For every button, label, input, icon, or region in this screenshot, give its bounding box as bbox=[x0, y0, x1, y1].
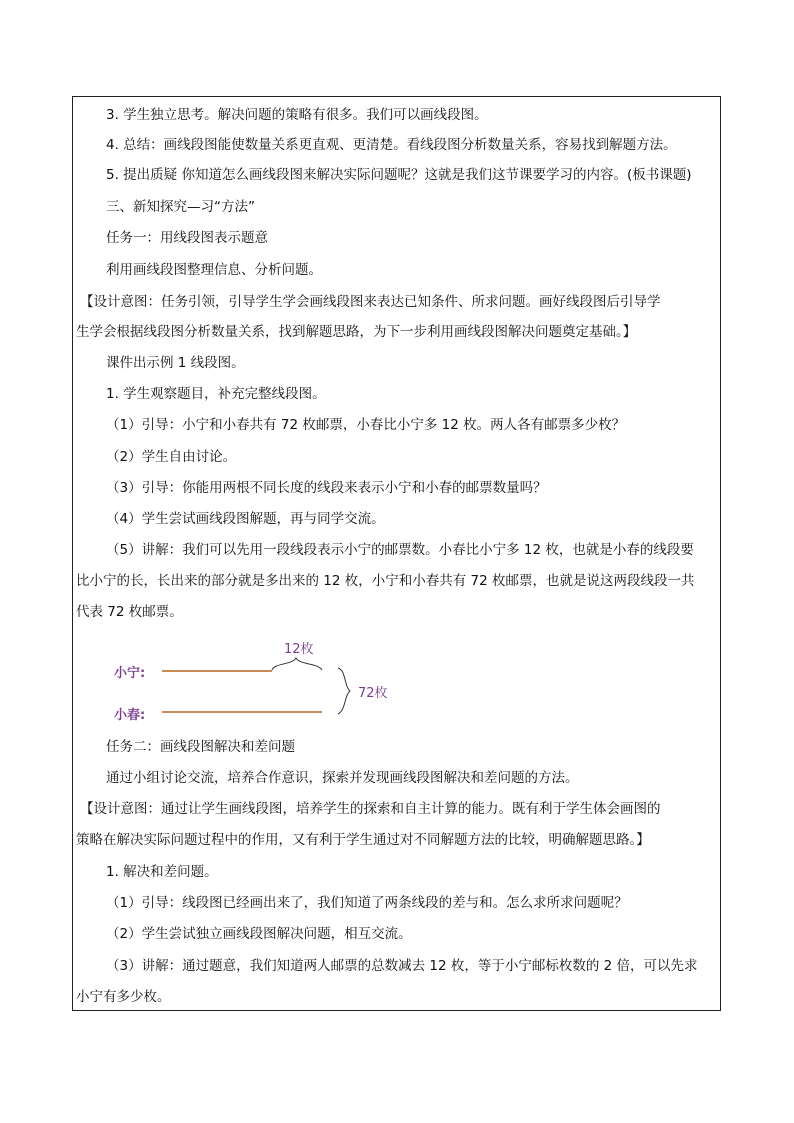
text-line: 比小宁的长，长出来的部分就是多出来的 12 枚，小宁和小春共有 72 枚邮票，也就是说这两段线段一共 bbox=[76, 573, 695, 589]
text-line: （5）讲解：我们可以先用一段线段表示小宁的邮票数。小春比小宁多 12 枚，也就是小春的线段要 bbox=[106, 542, 694, 558]
text-line: 策略在解决实际问题过程中的作用，又有利于学生通过对不同解题方法的比较，明确解题思路。】 bbox=[76, 832, 650, 848]
text-line: （4）学生尝试画线段图解题，再与同学交流。 bbox=[106, 511, 385, 527]
total-label: 72枚 bbox=[358, 686, 388, 701]
text-line: 利用画线段图整理信息、分析问题。 bbox=[106, 262, 322, 278]
label-xiaochun: 小春: bbox=[114, 708, 146, 723]
label-xiaoning: 小宁: bbox=[114, 666, 146, 681]
text-line: 【设计意图：任务引领，引导学生学会画线段图来表达已知条件、所求问题。画好线段图后引导学 bbox=[80, 294, 661, 310]
line-segment-diagram bbox=[106, 636, 406, 723]
text-line: 小宁有多少枚。 bbox=[76, 989, 171, 1005]
text-line: 任务二：画线段图解决和差问题 bbox=[106, 739, 295, 755]
text-line: （2）学生尝试独立画线段图解决问题，相互交流。 bbox=[106, 926, 412, 942]
text-line: 三、新知探究—习“方法” bbox=[106, 199, 255, 215]
text-line: 5. 提出质疑 你知道怎么画线段图来解决实际问题呢？这就是我们这节课要学习的内容。(板书课题) bbox=[106, 167, 692, 183]
difference-label: 12枚 bbox=[284, 642, 314, 657]
text-line: 4. 总结：画线段图能使数量关系更直观、更清楚。看线段图分析数量关系，容易找到解题方法。 bbox=[106, 137, 677, 153]
text-line: （2）学生自由讨论。 bbox=[106, 449, 237, 465]
text-line: 任务一：用线段图表示题意 bbox=[106, 230, 268, 246]
text-line: 【设计意图：通过让学生画线段图，培养学生的探索和自主计算的能力。既有利于学生体会画图的 bbox=[80, 801, 661, 817]
text-line: 生学会根据线段图分析数量关系，找到解题思路，为下一步利用画线段图解决问题奠定基础。】 bbox=[76, 324, 637, 340]
text-line: 课件出示例 1 线段图。 bbox=[106, 355, 245, 371]
text-line: （1）引导：小宁和小春共有 72 枚邮票，小春比小宁多 12 枚。两人各有邮票多少枚？ bbox=[106, 417, 626, 433]
text-line: （1）引导：线段图已经画出来了，我们知道了两条线段的差与和。怎么求所求问题呢？ bbox=[106, 895, 628, 911]
text-line: （3）讲解：通过题意，我们知道两人邮票的总数减去 12 枚，等于小宁邮标枚数的 2 倍，可以先求 bbox=[106, 958, 698, 974]
text-line: （3）引导：你能用两根不同长度的线段来表示小宁和小春的邮票数量吗？ bbox=[106, 480, 547, 496]
text-line: 1. 解决和差问题。 bbox=[106, 864, 218, 880]
text-line: 代表 72 枚邮票。 bbox=[76, 604, 183, 620]
diagram-svg bbox=[106, 636, 406, 718]
text-line: 通过小组讨论交流，培养合作意识，探索并发现画线段图解决和差问题的方法。 bbox=[106, 770, 579, 786]
total-brace bbox=[338, 668, 350, 714]
text-line: 3. 学生独立思考。解决问题的策略有很多。我们可以画线段图。 bbox=[106, 107, 488, 123]
text-line: 1. 学生观察题目，补充完整线段图。 bbox=[106, 386, 326, 402]
difference-brace bbox=[272, 658, 322, 670]
